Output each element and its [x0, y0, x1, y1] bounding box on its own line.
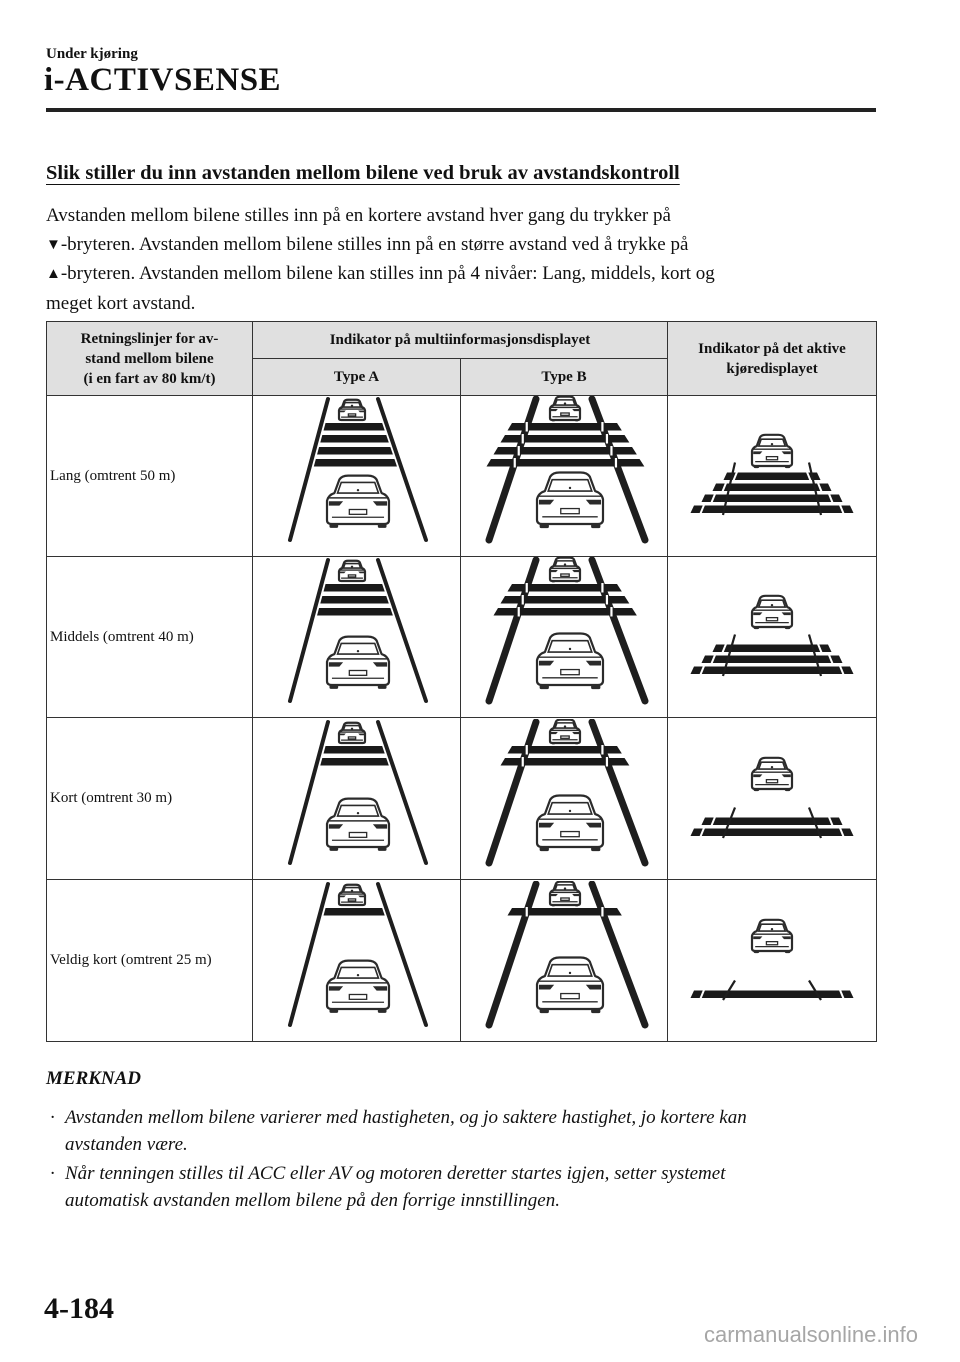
active-display-indicator-graphic: [669, 396, 875, 556]
multi-display-header: Indikator på multiinformasjonsdisplayet: [253, 322, 668, 359]
car-icon: [339, 561, 365, 582]
car-emblem: [569, 809, 571, 811]
distance-bar: [508, 423, 622, 431]
type-a-indicator: [253, 396, 461, 557]
car-wheel: [575, 904, 579, 906]
distance-bar: [691, 667, 854, 675]
body-paragraph: [46, 202, 876, 318]
type-b-indicator-graphic: [461, 881, 667, 1041]
type-b-indicator: [461, 396, 668, 557]
paragraph-line: [46, 260, 876, 290]
distance-bar: [323, 908, 384, 916]
car-wheel: [329, 523, 338, 528]
note-item: [46, 1160, 876, 1214]
distance-bar: [494, 608, 637, 616]
type-a-indicator-graphic: [254, 557, 460, 717]
car-wheel: [377, 846, 386, 851]
distance-bar: [691, 506, 854, 514]
car-icon: [550, 397, 580, 422]
bullet-icon: ·: [50, 1107, 55, 1128]
down-triangle-icon: ▼: [46, 236, 61, 253]
car-wheel: [540, 846, 549, 851]
row-label: Lang (omtrent 50 m): [47, 396, 253, 557]
header-line: Indikator på det aktive: [698, 340, 846, 357]
car-wheel: [329, 684, 338, 689]
note-list: [46, 1104, 876, 1216]
note-line: Avstanden mellom bilene varierer med hastigheten, og jo saktere hastighet, jo kortere kan: [65, 1107, 747, 1128]
type-b-indicator: [461, 880, 668, 1042]
car-wheel: [540, 1008, 549, 1013]
header-rule: [46, 108, 876, 112]
car-wheel: [591, 684, 600, 689]
car-icon: [752, 435, 792, 468]
car-wheel: [551, 742, 555, 744]
car-emblem: [569, 971, 571, 973]
car-icon: [537, 795, 603, 851]
car-window: [337, 643, 378, 654]
car-window: [548, 641, 592, 652]
distance-bar: [501, 758, 630, 766]
car-wheel: [551, 904, 555, 906]
car-wheel: [591, 523, 600, 528]
car-wheel: [591, 846, 600, 851]
type-b-indicator: [461, 718, 668, 880]
table-row: [47, 718, 877, 880]
car-wheel: [329, 1008, 338, 1013]
distance-bar: [501, 596, 630, 604]
car-icon: [327, 637, 389, 689]
car-wheel: [575, 742, 579, 744]
distance-bar: [323, 584, 384, 592]
car-wheel: [360, 904, 364, 906]
note-item: [46, 1104, 876, 1158]
lane-line: [489, 399, 536, 540]
lane-line: [489, 722, 536, 863]
up-triangle-icon: ▲: [46, 266, 61, 282]
row-label: Kort (omtrent 30 m): [47, 718, 253, 880]
car-wheel: [551, 580, 555, 582]
lane-line: [290, 722, 328, 863]
car-wheel: [540, 684, 549, 689]
car-emblem: [356, 811, 358, 813]
car-icon: [752, 757, 792, 790]
active-display-indicator: [668, 557, 877, 718]
car-emblem: [356, 650, 358, 652]
car-wheel: [575, 580, 579, 582]
car-icon: [752, 596, 792, 629]
car-wheel: [785, 788, 791, 791]
car-icon: [537, 473, 603, 529]
row-label: Veldig kort (omtrent 25 m): [47, 880, 253, 1042]
guideline-header: [47, 322, 253, 396]
car-emblem: [350, 727, 352, 729]
type-b-indicator-graphic: [461, 396, 667, 556]
distance-bar: [320, 596, 389, 604]
note-line: automatisk avstanden mellom bilene på den forrige innstillingen.: [65, 1190, 560, 1211]
car-emblem: [771, 443, 773, 445]
car-wheel: [377, 523, 386, 528]
car-wheel: [360, 419, 364, 421]
bullet-icon: ·: [50, 1163, 55, 1184]
distance-bar: [323, 746, 384, 754]
active-display-indicator: [668, 880, 877, 1042]
distance-bar: [494, 447, 637, 455]
lane-line: [489, 884, 536, 1025]
car-emblem: [564, 887, 566, 889]
distance-bar: [487, 459, 645, 467]
distance-bar: [320, 758, 389, 766]
car-window: [337, 967, 378, 978]
lane-line: [290, 560, 328, 701]
note-line: Når tenningen stilles til ACC eller AV og motoren deretter startes igjen, setter systemet: [65, 1163, 726, 1184]
car-icon: [550, 881, 580, 906]
car-wheel: [591, 1008, 600, 1013]
car-wheel: [785, 626, 791, 629]
car-window: [337, 805, 378, 816]
car-wheel: [329, 846, 338, 851]
note-line: avstanden være.: [65, 1134, 188, 1155]
distance-bar: [317, 447, 393, 455]
table-header-row: [47, 322, 877, 359]
car-emblem: [771, 927, 773, 929]
header-line: Retningslinjer for av-: [80, 330, 219, 347]
car-wheel: [340, 742, 344, 744]
distance-bar: [702, 495, 843, 503]
car-emblem: [564, 402, 566, 404]
car-wheel: [754, 626, 760, 629]
distance-bar: [508, 584, 622, 592]
car-wheel: [340, 904, 344, 906]
car-wheel: [340, 580, 344, 582]
distance-bar: [317, 608, 393, 616]
car-wheel: [551, 419, 555, 421]
car-wheel: [785, 950, 791, 953]
type-a-indicator-graphic: [254, 719, 460, 879]
sub-heading: Slik stiller du inn avstanden mellom bilene ved bruk av avstandskontroll: [46, 162, 680, 184]
car-icon: [537, 957, 603, 1013]
page-number: 4-184: [44, 1292, 114, 1325]
car-emblem: [350, 405, 352, 407]
car-icon: [339, 400, 365, 421]
car-emblem: [356, 973, 358, 975]
paragraph-line: Avstanden mellom bilene stilles inn på en kortere avstand hver gang du trykker på: [46, 205, 671, 226]
distance-bar: [323, 423, 384, 431]
distance-bar: [691, 990, 854, 998]
car-icon: [327, 798, 389, 850]
distance-bar: [313, 459, 396, 467]
car-icon: [550, 719, 580, 744]
type-a-header: Type A: [253, 359, 461, 396]
car-window: [337, 482, 378, 493]
type-b-indicator: [461, 557, 668, 718]
car-icon: [327, 960, 389, 1012]
active-display-header: [668, 322, 877, 396]
car-icon: [339, 884, 365, 905]
lane-line: [489, 560, 536, 701]
active-display-indicator-graphic: [669, 881, 875, 1041]
distance-bar: [508, 908, 622, 916]
distance-bar: [702, 656, 843, 664]
lane-line: [290, 884, 328, 1025]
car-icon: [339, 722, 365, 743]
distance-bar: [691, 828, 854, 836]
car-wheel: [575, 419, 579, 421]
car-emblem: [564, 725, 566, 727]
car-icon: [752, 919, 792, 952]
car-wheel: [377, 1008, 386, 1013]
car-icon: [327, 476, 389, 528]
car-wheel: [540, 523, 549, 528]
type-b-indicator-graphic: [461, 719, 667, 879]
car-wheel: [754, 788, 760, 791]
paragraph-line: [46, 231, 876, 261]
distance-table: [46, 321, 877, 1042]
chapter-title: i-ACTIVSENSE: [44, 62, 282, 98]
active-display-indicator: [668, 396, 877, 557]
paragraph-text: -bryteren. Avstanden mellom bilene stilles inn på en større avstand ved å trykke på: [60, 233, 689, 255]
car-window: [548, 802, 592, 813]
table-row: [47, 396, 877, 557]
car-emblem: [771, 604, 773, 606]
table-row: [47, 557, 877, 718]
table-row: [47, 880, 877, 1042]
type-a-indicator-graphic: [254, 396, 460, 556]
car-wheel: [360, 742, 364, 744]
type-a-indicator: [253, 880, 461, 1042]
paragraph-text: -bryteren. Avstanden mellom bilene kan stilles inn på 4 nivåer: Lang, middels, kort og: [60, 263, 715, 284]
distance-bar: [320, 435, 389, 443]
type-a-indicator-graphic: [254, 881, 460, 1041]
distance-bar: [501, 435, 630, 443]
watermark: carmanualsonline.info: [703, 1322, 918, 1347]
header-line: (i en fart av 80 km/t): [83, 370, 216, 387]
car-wheel: [377, 684, 386, 689]
lane-line: [290, 399, 328, 540]
distance-bar: [508, 746, 622, 754]
car-window: [548, 480, 592, 491]
car-wheel: [340, 419, 344, 421]
car-icon: [550, 558, 580, 583]
paragraph-line: meget kort avstand.: [46, 292, 196, 314]
car-wheel: [360, 580, 364, 582]
type-b-header: Type B: [461, 359, 668, 396]
car-emblem: [350, 889, 352, 891]
header-line: kjøredisplayet: [726, 360, 818, 377]
car-window: [548, 964, 592, 975]
car-wheel: [754, 465, 760, 468]
car-wheel: [754, 950, 760, 953]
note-title: MERKNAD: [46, 1068, 142, 1089]
row-label: Middels (omtrent 40 m): [47, 557, 253, 718]
header-line: stand mellom bilene: [85, 350, 214, 367]
distance-bar: [702, 817, 843, 825]
car-icon: [537, 634, 603, 690]
type-b-indicator-graphic: [461, 557, 667, 717]
type-a-indicator: [253, 718, 461, 880]
car-wheel: [785, 465, 791, 468]
active-display-indicator: [668, 718, 877, 880]
active-display-indicator-graphic: [669, 557, 875, 717]
car-emblem: [356, 489, 358, 491]
distance-bar: [724, 473, 821, 481]
car-emblem: [569, 487, 571, 489]
car-emblem: [350, 566, 352, 568]
car-emblem: [569, 648, 571, 650]
active-display-indicator-graphic: [669, 719, 875, 879]
section-label: Under kjøring: [46, 46, 138, 62]
car-emblem: [771, 765, 773, 767]
car-emblem: [564, 563, 566, 565]
type-a-indicator: [253, 557, 461, 718]
